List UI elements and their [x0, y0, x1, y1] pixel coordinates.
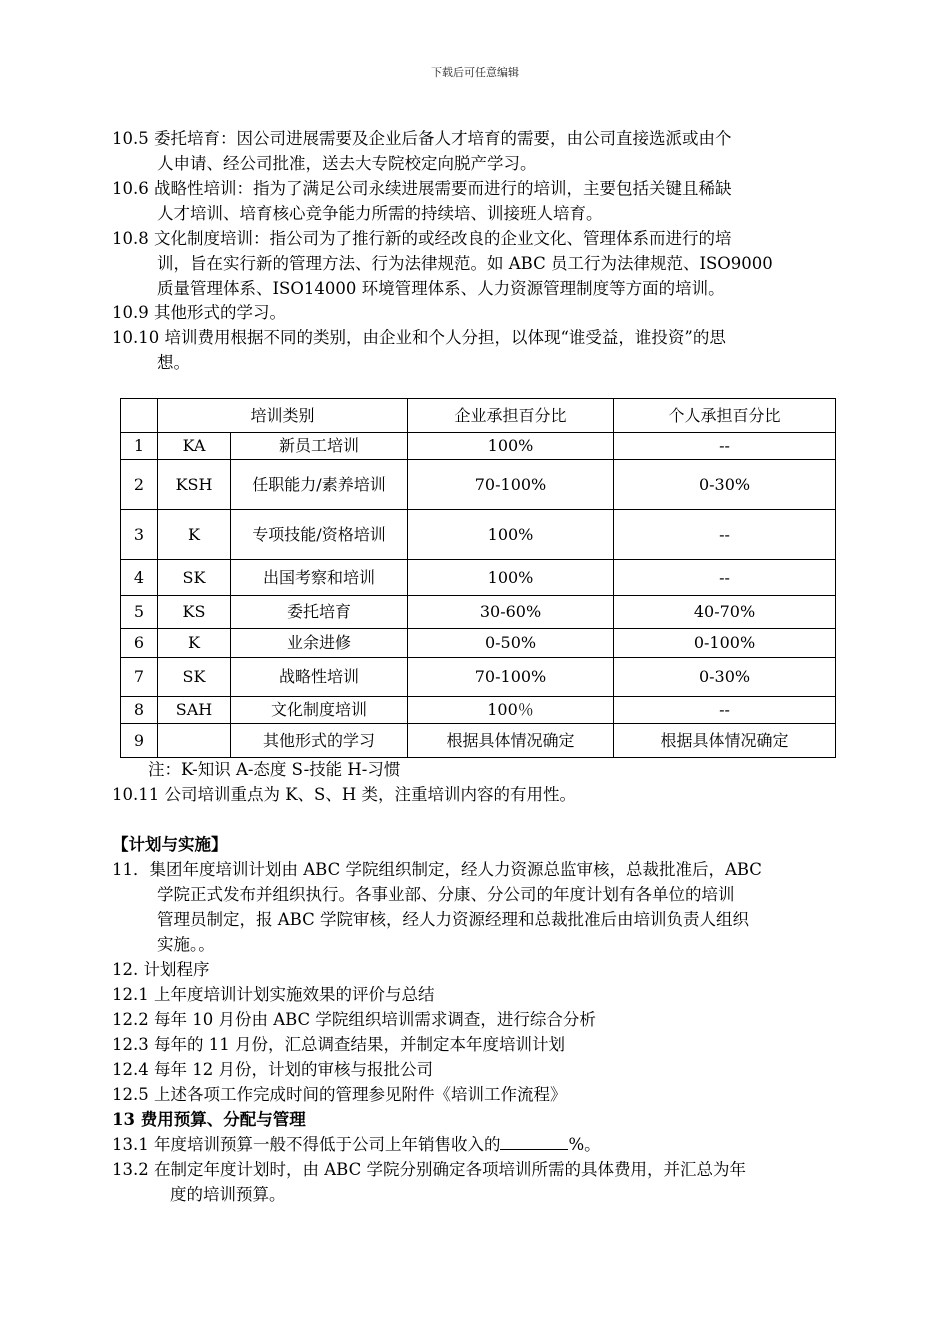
blank-underline [500, 1135, 568, 1150]
row-number: 9 [121, 724, 158, 758]
category-name: 其他形式的学习 [231, 724, 408, 758]
table-row [121, 658, 836, 697]
personal-share: -- [614, 510, 836, 560]
table-row [121, 433, 836, 460]
table-note [148, 757, 874, 782]
row-number: 5 [121, 596, 158, 629]
category-name: 文化制度培训 [231, 697, 408, 724]
category-code [158, 724, 231, 758]
table-row [121, 460, 836, 510]
text-line: 12.5 上述各项工作完成时间的管理参见附件《培训工作流程》 [112, 1085, 567, 1104]
paragraph-10-6 [112, 176, 838, 226]
table-row [121, 510, 836, 560]
category-code: SK [158, 658, 231, 697]
text-line: 10.10 培训费用根据不同的类别，由企业和个人分担，以体现“谁受益，谁投资”的思 [112, 328, 726, 347]
table-row [121, 596, 836, 629]
row-number: 7 [121, 658, 158, 697]
company-share: 100％ [408, 697, 614, 724]
paragraph-10-10 [112, 325, 838, 375]
text-line: 实施。。 [157, 935, 215, 954]
text-line: 学院正式发布并组织执行。各事业部、分康、分公司的年度计划有各单位的培训 [157, 885, 735, 904]
row-number: 8 [121, 697, 158, 724]
personal-share: 40-70% [614, 596, 836, 629]
text-line: 12. 计划程序 [112, 960, 210, 979]
category-name: 战略性培训 [231, 658, 408, 697]
paragraph-11 [112, 857, 838, 957]
personal-share: 根据具体情况确定 [614, 724, 836, 758]
category-code: KS [158, 596, 231, 629]
page-header: 下载后可任意编辑 [431, 66, 519, 79]
table-row [121, 724, 836, 758]
text-segment: 13.1 年度培训预算一般不得低于公司上年销售收入的 [112, 1135, 501, 1154]
text-line: 10.8 文化制度培训：指公司为了推行新的或经改良的企业文化、管理体系而进行的培 [112, 229, 732, 248]
header-cell [121, 399, 158, 433]
paragraph-13-1 [112, 1132, 838, 1157]
company-share: 0-50% [408, 629, 614, 658]
text-line: 12.3 每年的 11 月份，汇总调查结果，并制定本年度培训计划 [112, 1035, 565, 1054]
row-number: 2 [121, 460, 158, 510]
paragraph-12 [112, 957, 838, 1107]
text-line: 训，旨在实行新的管理方法、行为法律规范。如 ABC 员工行为法律规范、ISO9000 [157, 254, 773, 273]
company-share: 100% [408, 510, 614, 560]
table-row [121, 629, 836, 658]
paragraph-10-8 [112, 226, 838, 301]
category-code: K [158, 510, 231, 560]
text-line: 人才培训、培育核心竞争能力所需的持续培、训接班人培育。 [157, 204, 603, 223]
text-line: 13 费用预算、分配与管理 [112, 1110, 306, 1129]
paragraph-13-2 [112, 1157, 838, 1207]
text-line: 注：K-知识 A-态度 S-技能 H-习惯 [148, 760, 401, 779]
text-line: 度的培训预算。 [170, 1185, 286, 1204]
category-code: K [158, 629, 231, 658]
company-share: 30-60% [408, 596, 614, 629]
personal-share: 0-30% [614, 658, 836, 697]
row-number: 6 [121, 629, 158, 658]
text-line: 【计划与实施】 [112, 835, 228, 854]
header-cell: 企业承担百分比 [408, 399, 614, 433]
category-name: 委托培育 [231, 596, 408, 629]
header-cell: 个人承担百分比 [614, 399, 836, 433]
text-line: 10.11 公司培训重点为 K、S、H 类，注重培训内容的有用性。 [112, 785, 576, 804]
company-share: 100% [408, 433, 614, 460]
text-line: 12.2 每年 10 月份由 ABC 学院组织培训需求调查，进行综合分析 [112, 1010, 596, 1029]
paragraph-10-9 [112, 300, 838, 325]
category-name: 新员工培训 [231, 433, 408, 460]
table-row [121, 697, 836, 724]
personal-share: -- [614, 697, 836, 724]
text-line: 管理员制定，报 ABC 学院审核，经人力资源经理和总裁批准后由培训负责人组织 [157, 910, 749, 929]
section-title-plan [112, 832, 838, 857]
category-code: KSH [158, 460, 231, 510]
text-line [112, 1132, 838, 1157]
text-line: 人申请、经公司批准，送去大专院校定向脱产学习。 [157, 154, 537, 173]
table-header-row [121, 399, 836, 433]
table-row [121, 560, 836, 596]
text-line: 11．集团年度培训计划由 ABC 学院组织制定，经人力资源总监审核，总裁批准后，ABC [112, 860, 762, 879]
header-cell: 培训类别 [158, 399, 408, 433]
personal-share: -- [614, 560, 836, 596]
row-number: 1 [121, 433, 158, 460]
text-line: 10.6 战略性培训：指为了满足公司永续进展需要而进行的培训，主要包括关键且稀缺 [112, 179, 732, 198]
text-line: 质量管理体系、ISO14000 环境管理体系、人力资源管理制度等方面的培训。 [157, 279, 725, 298]
text-line: 13.2 在制定年度计划时，由 ABC 学院分别确定各项培训所需的具体费用，并汇总为年 [112, 1160, 746, 1179]
text-line: 10.9 其他形式的学习。 [112, 303, 286, 322]
company-share: 根据具体情况确定 [408, 724, 614, 758]
text-line: 想。 [157, 353, 190, 372]
personal-share: 0-100% [614, 629, 836, 658]
category-name: 任职能力/素养培训 [231, 460, 408, 510]
category-name: 业余进修 [231, 629, 408, 658]
section-title-budget [112, 1107, 838, 1132]
text-segment: %。 [568, 1135, 601, 1154]
row-number: 4 [121, 560, 158, 596]
paragraph-10-11 [112, 782, 838, 807]
text-line: 12.1 上年度培训计划实施效果的评价与总结 [112, 985, 435, 1004]
company-share: 70-100% [408, 460, 614, 510]
category-code: KA [158, 433, 231, 460]
company-share: 100% [408, 560, 614, 596]
text-line: 12.4 每年 12 月份，计划的审核与报批公司 [112, 1060, 433, 1079]
company-share: 70-100% [408, 658, 614, 697]
category-name: 专项技能/资格培训 [231, 510, 408, 560]
row-number: 3 [121, 510, 158, 560]
personal-share: 0-30% [614, 460, 836, 510]
category-name: 出国考察和培训 [231, 560, 408, 596]
text-line: 10.5 委托培育：因公司进展需要及企业后备人才培育的需要，由公司直接选派或由个 [112, 129, 732, 148]
paragraph-10-5 [112, 126, 838, 176]
category-code: SK [158, 560, 231, 596]
training-cost-table [120, 398, 836, 758]
personal-share: -- [614, 433, 836, 460]
category-code: SAH [158, 697, 231, 724]
